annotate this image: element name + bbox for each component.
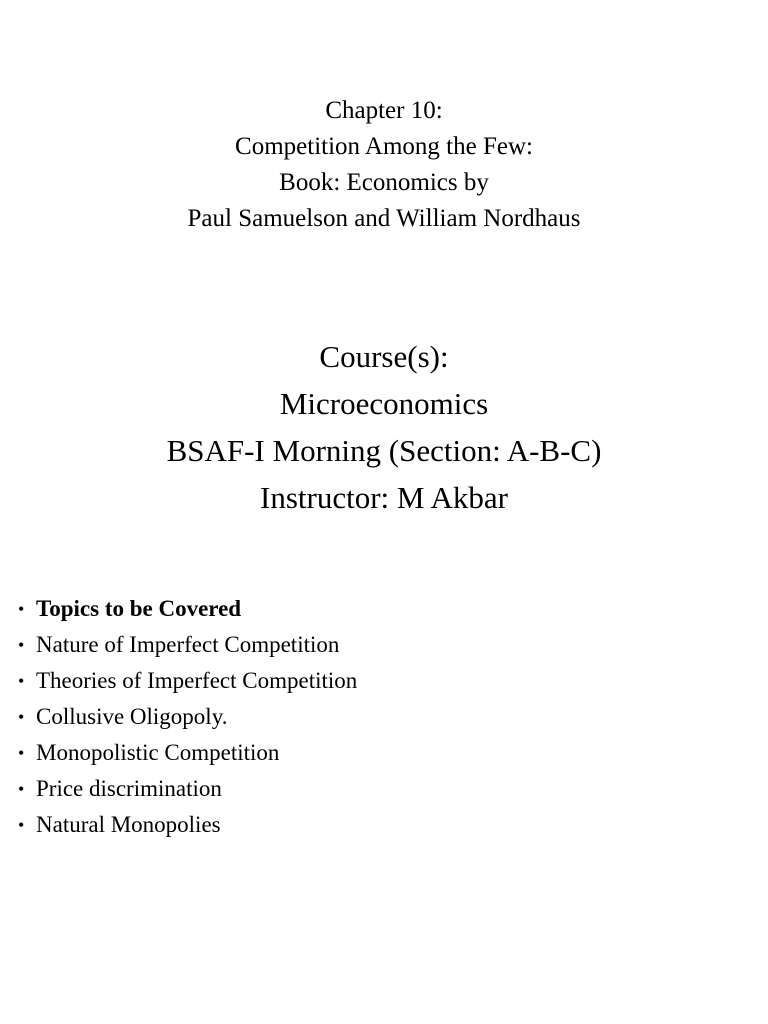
bullet-icon: • <box>18 815 25 835</box>
course-section: BSAF-I Morning (Section: A-B-C) <box>166 433 602 468</box>
bullet-icon: • <box>18 779 25 799</box>
course-name: Microeconomics <box>279 386 489 421</box>
book-title: Book: Economics by <box>279 169 489 196</box>
list-item <box>18 807 357 843</box>
topics-list <box>18 591 357 843</box>
course-info-block <box>0 333 768 521</box>
bullet-icon: • <box>18 707 25 727</box>
chapter-topic: Competition Among the Few: <box>235 133 533 160</box>
bullet-icon: • <box>18 599 25 619</box>
topic-item-text: Natural Monopolies <box>36 812 221 837</box>
list-item <box>18 627 357 663</box>
course-instructor: Instructor: M Akbar <box>260 480 508 515</box>
topic-item-text: Price discrimination <box>36 776 222 801</box>
chapter-number: Chapter 10: <box>325 97 443 124</box>
bullet-icon: • <box>18 635 25 655</box>
list-item <box>18 771 357 807</box>
book-authors: Paul Samuelson and William Nordhaus <box>187 205 581 232</box>
list-item <box>18 735 357 771</box>
course-label: Course(s): <box>319 339 449 374</box>
bullet-icon: • <box>18 671 25 691</box>
bullet-icon: • <box>18 743 25 763</box>
topics-heading-text: Topics to be Covered <box>36 596 242 621</box>
chapter-title-block <box>0 93 768 237</box>
topics-heading <box>18 591 357 627</box>
list-item <box>18 699 357 735</box>
list-item <box>18 663 357 699</box>
topic-item-text: Monopolistic Competition <box>36 740 280 765</box>
topic-item-text: Nature of Imperfect Competition <box>36 632 340 657</box>
topic-item-text: Theories of Imperfect Competition <box>36 668 358 693</box>
topic-item-text: Collusive Oligopoly. <box>36 704 228 729</box>
